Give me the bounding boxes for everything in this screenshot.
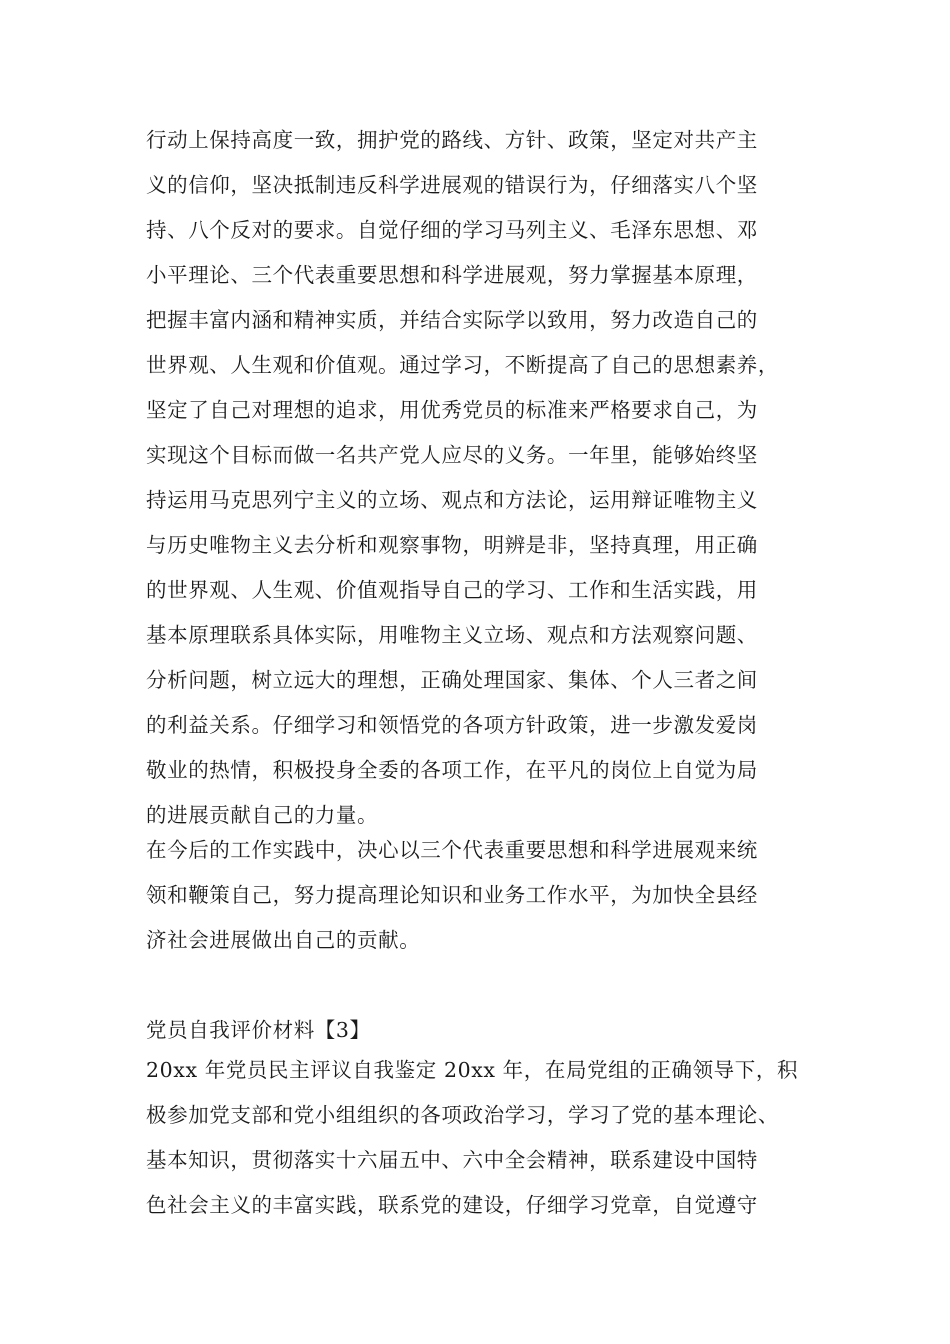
text-line: 极参加党支部和党小组组织的各项政治学习，学习了党的基本理论、: [146, 1103, 779, 1127]
text-line: 小平理论、三个代表重要思想和科学进展观，努力掌握基本原理，: [146, 263, 758, 287]
text-line: 的世界观、人生观、价值观指导自己的学习、工作和生活实践，用: [146, 578, 758, 602]
text-line: 20xx 年党员民主评议自我鉴定 20xx 年，在局党组的正确领导下，积: [146, 1058, 799, 1082]
text-line: 的利益关系。仔细学习和领悟党的各项方针政策，进一步激发爱岗: [146, 713, 758, 737]
text-line: 实现这个目标而做一名共产党人应尽的义务。一年里，能够始终坚: [146, 443, 758, 467]
text-line: 领和鞭策自己，努力提高理论知识和业务工作水平，为加快全县经: [146, 883, 758, 907]
text-line: 敬业的热情，积极投身全委的各项工作，在平凡的岗位上自觉为局: [146, 758, 758, 782]
text-line: 基本知识，贯彻落实十六届五中、六中全会精神，联系建设中国特: [146, 1148, 758, 1172]
section-heading: 党员自我评价材料【3】: [146, 1018, 371, 1042]
paragraph-party-study: [146, 118, 836, 838]
text-line: 坚定了自己对理想的追求，用优秀党员的标准来严格要求自己，为: [146, 398, 758, 422]
text-line: 济社会进展做出自己的贡献。: [146, 928, 421, 952]
text-line: 持、八个反对的要求。自觉仔细的学习马列主义、毛泽东思想、邓: [146, 218, 758, 242]
text-line: 把握丰富内涵和精神实质，并结合实际学以致用，努力改造自己的: [146, 308, 758, 332]
text-line: 色社会主义的丰富实践，联系党的建设，仔细学习党章，自觉遵守: [146, 1193, 758, 1217]
paragraph-future-work: [146, 828, 836, 963]
text-line: 分析问题，树立远大的理想，正确处理国家、集体、个人三者之间: [146, 668, 758, 692]
text-line: 世界观、人生观和价值观。通过学习，不断提高了自己的思想素养，: [146, 353, 779, 377]
section-heading-block: [146, 1008, 836, 1053]
text-line: 与历史唯物主义去分析和观察事物，明辨是非，坚持真理，用正确: [146, 533, 758, 557]
text-line: 义的信仰，坚决抵制违反科学进展观的错误行为，仔细落实八个坚: [146, 173, 758, 197]
text-line: 持运用马克思列宁主义的立场、观点和方法论，运用辩证唯物主义: [146, 488, 758, 512]
text-line: 在今后的工作实践中，决心以三个代表重要思想和科学进展观来统: [146, 838, 758, 862]
text-line: 的进展贡献自己的力量。: [146, 803, 379, 827]
paragraph-self-evaluation: [146, 1048, 836, 1228]
text-line: 行动上保持高度一致，拥护党的路线、方针、政策，坚定对共产主: [146, 128, 758, 152]
text-line: 基本原理联系具体实际，用唯物主义立场、观点和方法观察问题、: [146, 623, 758, 647]
